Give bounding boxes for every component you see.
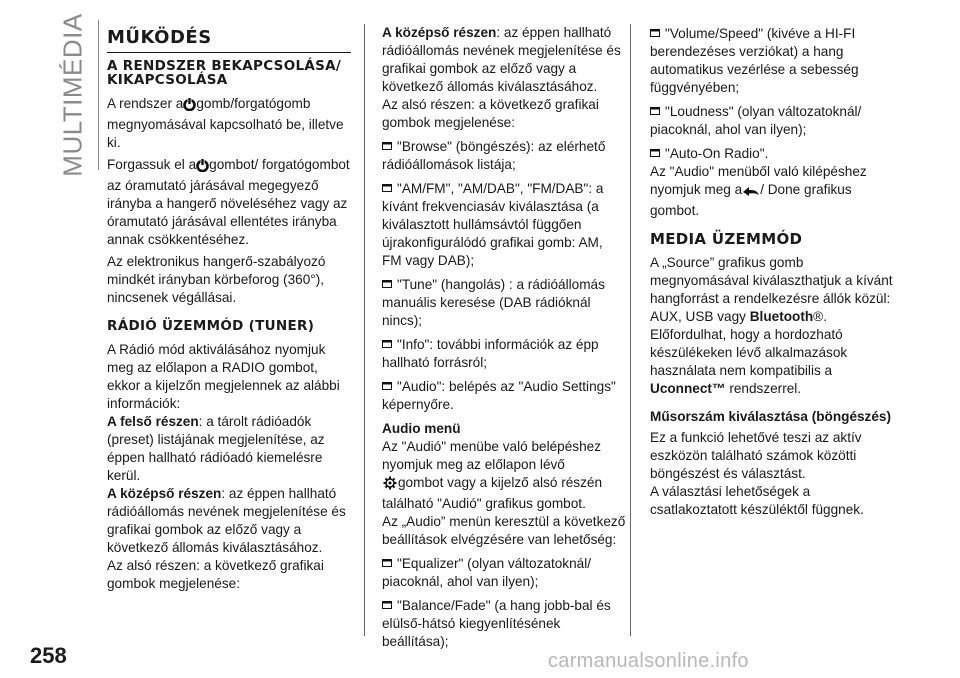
power-icon [196, 158, 209, 177]
checkbox-icon [382, 335, 392, 343]
subheading-musorszam: Műsorszám kiválasztása (böngészés) [650, 409, 892, 424]
bullet-item: "Tune" (hangolás) : a rádióállomás manuális keresése (DAB rádióknál nincs); [382, 277, 605, 328]
bullet-item: "Loudness" (olyan változatoknál/ piacoknál, ahol van ilyen); [650, 104, 862, 137]
section-heading-media: MEDIA ÜZEMMÓD [650, 230, 803, 248]
paragraph: Az "Audió" menübe való belépéshez nyomjuk meg az előlapon lévő gombot vagy a kijelző alsó részén található "Audió" grafikus gombot. [382, 439, 603, 511]
bullet-item: "Equalizer" (olyan változatoknál/ piacoknál, ahol van ilyen); [382, 556, 592, 589]
subheading-rendszer: A RENDSZER BEKAPCSOLÁSA/ KIKAPCSOLÁSA [107, 58, 342, 88]
paragraph: Forgassuk el a gombot/ forgatógombot az óramutató járásával megegyező irányba a hangerő növeléséhez vagy az óramutató járásával ellentétes irányba annak csökkentéséhez. [107, 157, 350, 247]
paragraph: Az alsó részen: a következő grafikai gombok megjelenése: [107, 558, 324, 591]
checkbox-icon [382, 179, 392, 187]
bullet-item: "Balance/Fade" (a hang jobb-bal és elülső-hátsó kiegyenlítésének beállítása); [382, 598, 611, 649]
paragraph: A rendszer a gomb/forgatógomb megnyomásával kapcsolható be, illetve ki. [107, 96, 344, 150]
column-2 [382, 24, 626, 651]
column-1 [107, 28, 351, 593]
paragraph: A Rádió mód aktiválásához nyomjuk meg az előlapon a RADIO gombot, ekkor a kijelzőn megjelennek az alábbi információk: [107, 342, 340, 411]
paragraph: Az „Audio” menün keresztül a következő beállítások elvégzésére van lehetőség: [382, 514, 626, 547]
power-icon [183, 97, 196, 116]
paragraph: Az elektronikus hangerő-szabályozó mindkét irányban körbeforog (360°), nincsenek végállásai. [107, 254, 326, 305]
checkbox-icon [650, 24, 660, 32]
paragraph: A választási lehetőségek a csatlakoztatott készüléktől függnek. [650, 484, 864, 517]
bullet-item: "Audio": belépés az "Audio Settings" képernyőre. [382, 379, 616, 412]
paragraph: A felső részen: a tárolt rádióadók (preset) listájának megjelenítése, az éppen hallható rádióadó kiemelésre kerül. [107, 414, 325, 483]
paragraph: Ez a funkció lehetővé teszi az aktív eszközön található számok közötti böngészést és választást. [650, 430, 862, 481]
column-3 [650, 24, 894, 519]
bullet-item: "Volume/Speed" (kivéve a HI-FI berendezéses verziókat) a hang automatikus vezérlése a sebesség függvényében; [650, 26, 859, 95]
section-side-title: MULTIMÉDIA [57, 13, 88, 177]
subheading-radio: RÁDIÓ ÜZEMMÓD (TUNER) [107, 318, 315, 334]
bullet-item: "Browse" (böngészés): az elérhető rádióállomások listája; [382, 139, 606, 172]
paragraph: Az "Audio" menüből való kilépéshez nyomjuk meg a / Done grafikus gombot. [650, 164, 867, 218]
bullet-item: "Info": további információk az épp hallható forrásról; [382, 337, 599, 370]
checkbox-icon [382, 137, 392, 145]
bullet-item: "Auto-On Radio". [650, 144, 894, 163]
gear-icon [382, 476, 398, 495]
checkbox-icon [650, 102, 660, 110]
checkbox-icon [382, 377, 392, 385]
checkbox-icon [382, 275, 392, 283]
watermark: carmanualsonline.info [548, 650, 749, 672]
checkbox-icon [650, 144, 660, 152]
page-number: 258 [30, 643, 67, 668]
checkbox-icon [382, 554, 392, 562]
column-divider [364, 24, 365, 636]
bullet-item: "AM/FM", "AM/DAB", "FM/DAB": a kívánt frekvenciasáv kiválasztása (a kiválasztott hullámsávtól függően újrakonfigurálódó grafikai gomb: AM, FM vagy DAB); [382, 181, 604, 268]
side-rule [98, 20, 99, 170]
paragraph: A középső részen: az éppen hallható rádióállomás nevének megjelenítése és grafikai gombok az előző vagy a következő állomás kiválasztásához. [107, 486, 346, 555]
paragraph: Előfordulhat, hogy a hordozható készülékeken lévő alkalmazások használata nem kompatibilis a Uconnect™ rendszerrel. [650, 327, 848, 396]
column-divider [630, 24, 631, 636]
section-heading-mukodes: MŰKÖDÉS [107, 28, 351, 53]
checkbox-icon [382, 596, 392, 604]
paragraph: A középső részen: az éppen hallható rádióállomás nevének megjelenítése és grafikai gombok az előző vagy a következő állomás kiválasztásához. [382, 25, 621, 94]
paragraph: Az alsó részen: a következő grafikai gombok megjelenése: [382, 97, 599, 130]
subheading-audio-menu: Audio menü [382, 421, 461, 436]
back-arrow-icon [742, 184, 760, 202]
paragraph: A „Source” grafikus gomb megnyomásával kiválaszthatjuk a kívánt hangforrást a rendelkezésre állók közül: AUX, USB vagy Bluetooth®. [650, 255, 893, 324]
